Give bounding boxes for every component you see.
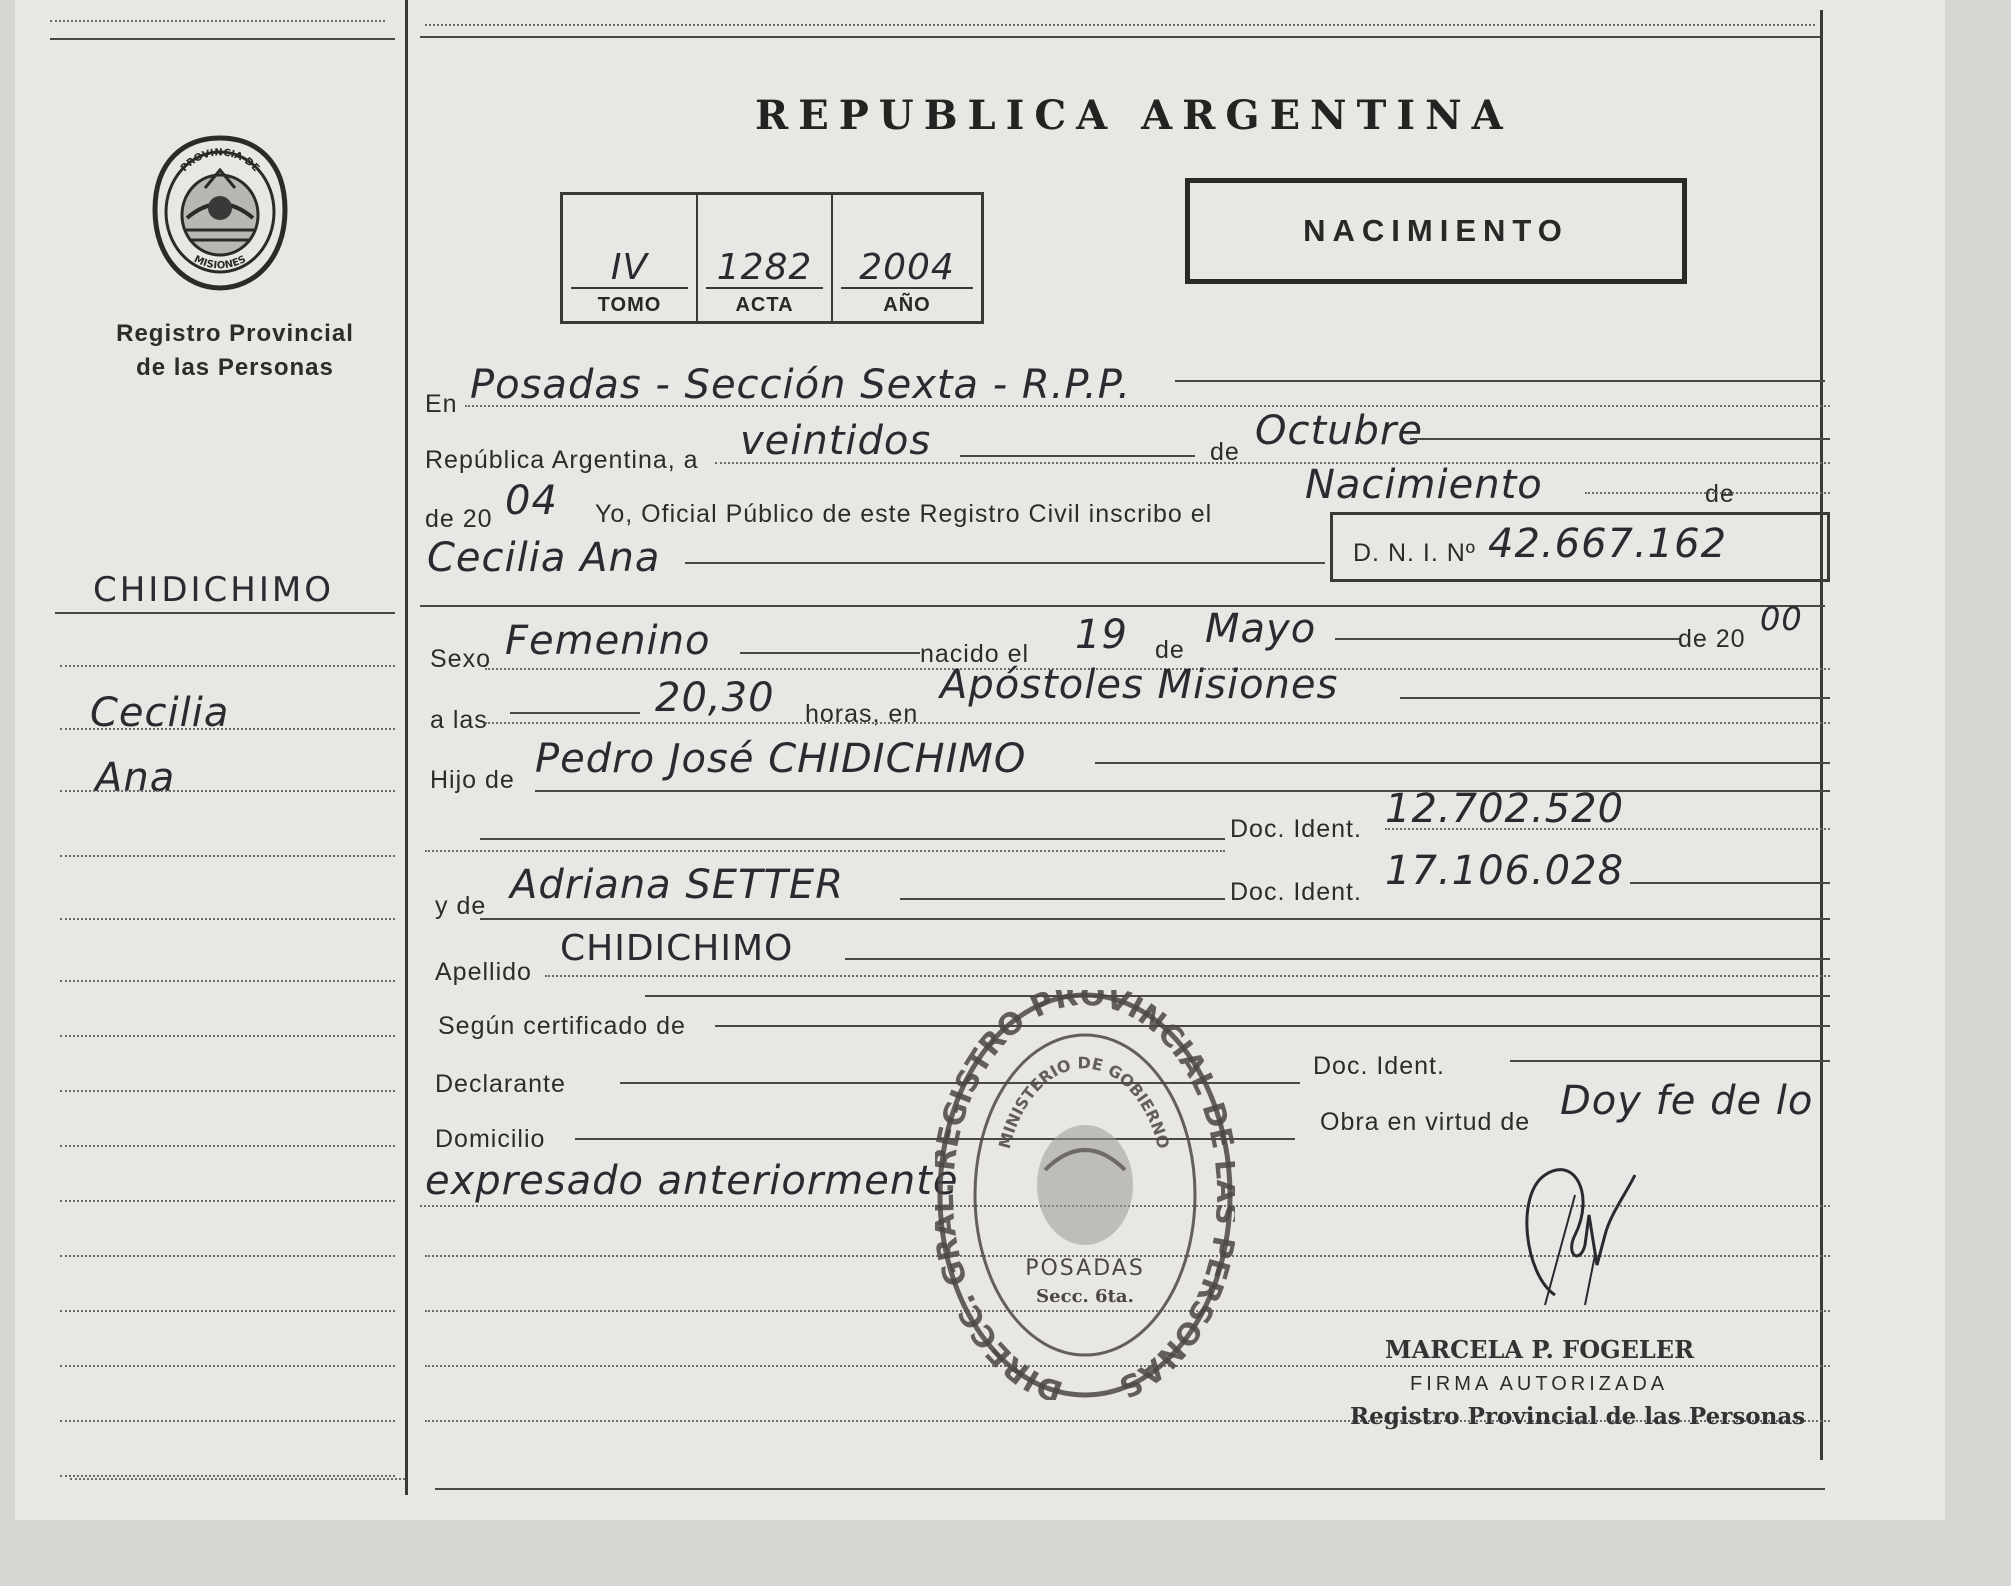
- nacido-label: nacido el: [920, 640, 1030, 668]
- form-line: [1585, 492, 1830, 494]
- acta-cell: [698, 195, 833, 321]
- father-doc: 12.702.520: [1385, 786, 1625, 832]
- registry-line-1: Registro Provincial: [116, 320, 354, 347]
- fill-rule: [480, 838, 1225, 840]
- fill-rule: [535, 790, 1830, 792]
- birth-year-prefix: de 20: [1678, 625, 1746, 653]
- sidebar-given-name-2: Ana: [95, 755, 176, 801]
- sidebar-line: [60, 1365, 395, 1367]
- birth-month: Mayo: [1205, 606, 1317, 652]
- stamp-city: POSADAS: [1025, 1256, 1145, 1281]
- top-rule-right: [420, 36, 1820, 38]
- province-seal: [145, 130, 295, 295]
- fill-rule: [1400, 697, 1830, 699]
- form-line: [425, 850, 1225, 852]
- year-suffix: 04: [505, 478, 558, 524]
- sidebar-line: [60, 665, 395, 667]
- y-de-label: y de: [435, 892, 487, 920]
- dni-box: [1330, 512, 1830, 582]
- section-rule: [420, 605, 1825, 607]
- child-name: Cecilia Ana: [427, 535, 661, 581]
- sidebar-line: [60, 1475, 395, 1477]
- sidebar-given-name-1: Cecilia: [90, 690, 230, 736]
- sidebar-line: [60, 1090, 395, 1092]
- day-value: veintidos: [740, 418, 932, 464]
- fill-rule: [510, 712, 640, 714]
- top-dotted-line-right: [425, 24, 1815, 26]
- top-dotted-line: [50, 20, 385, 22]
- acta-label: ACTA: [735, 294, 794, 316]
- fill-rule: [1095, 762, 1830, 764]
- year-prefix: de 20: [425, 505, 493, 533]
- tomo-value: IV: [610, 247, 649, 288]
- statement: Yo, Oficial Público de este Registro Civil inscribo el: [595, 500, 1213, 528]
- right-border: [1820, 10, 1823, 1460]
- fill-rule: [1175, 380, 1825, 382]
- fill-rule: [900, 898, 1225, 900]
- obra-label: Obra en virtud de: [1320, 1108, 1531, 1136]
- record-type: NACIMIENTO: [1303, 213, 1569, 248]
- registry-line-2: de las Personas: [136, 354, 334, 381]
- sidebar-rule: [55, 612, 395, 614]
- fill-rule: [740, 652, 920, 654]
- doc-ident-label-3: Doc. Ident.: [1313, 1052, 1445, 1080]
- form-line: [465, 405, 1830, 407]
- fill-rule: [1410, 438, 1830, 440]
- obra-continuation: expresado anteriormente: [425, 1158, 959, 1204]
- sidebar-line: [60, 790, 395, 792]
- sexo-value: Femenino: [505, 618, 711, 664]
- form-line: [545, 975, 1830, 977]
- sidebar-line: [60, 728, 395, 730]
- segun-label: Según certificado de: [438, 1012, 686, 1040]
- sidebar-line: [60, 1310, 395, 1312]
- month-value: Octubre: [1255, 408, 1423, 454]
- republica-label: República Argentina, a: [425, 446, 699, 474]
- fill-rule: [1510, 1060, 1830, 1062]
- birth-day: 19: [1075, 612, 1128, 658]
- signer-title: FIRMA AUTORIZADA: [1410, 1373, 1669, 1395]
- sidebar-line: [60, 1200, 395, 1202]
- acta-value: 1282: [716, 247, 813, 288]
- fill-rule: [685, 562, 1325, 564]
- signer-name: MARCELA P. FOGELER: [1385, 1335, 1695, 1364]
- de-label: de: [1210, 438, 1240, 466]
- ano-label: AÑO: [883, 294, 931, 316]
- fill-rule: [480, 918, 1830, 920]
- a-las-label: a las: [430, 706, 488, 734]
- father-name: Pedro José CHIDICHIMO: [535, 736, 1027, 782]
- bottom-line-left: [70, 1478, 405, 1480]
- certificate-paper: [15, 0, 1945, 1520]
- record-table: [560, 192, 984, 324]
- fill-rule: [845, 958, 1830, 960]
- apellido-label: Apellido: [435, 958, 532, 986]
- fill-rule: [715, 1025, 1830, 1027]
- official-stamp-icon: [935, 990, 1235, 1400]
- stamp-outer-text: DIRECC. G GISTRO PROVINCIAL D ERSONAS: [935, 990, 1235, 1400]
- fill-rule: [1630, 882, 1830, 884]
- sexo-label: Sexo: [430, 645, 491, 673]
- province-seal-icon: [145, 130, 295, 295]
- sidebar-line: [60, 980, 395, 982]
- signature-scribble-icon: [1485, 1155, 1725, 1315]
- sidebar-line: [60, 1145, 395, 1147]
- seal-text-top: PROVINCIA DE: [178, 147, 262, 175]
- sidebar-line: [60, 1255, 395, 1257]
- obra-value: Doy fe de lo: [1560, 1078, 1814, 1124]
- apellido-value: CHIDICHIMO: [560, 928, 794, 969]
- dni-value: 42.667.162: [1488, 521, 1728, 567]
- birth-place: Apóstoles Misiones: [940, 662, 1339, 708]
- form-line: [1385, 828, 1830, 830]
- birth-year-suffix: 00: [1760, 600, 1803, 638]
- fill-rule: [1335, 638, 1680, 640]
- mother-doc: 17.106.028: [1385, 848, 1625, 894]
- domicilio-label: Domicilio: [435, 1125, 546, 1153]
- tomo-cell: [563, 195, 698, 321]
- signer-office: Registro Provincial de las Personas: [1350, 1403, 1806, 1430]
- seal-text-bottom: MISIONES: [192, 253, 248, 272]
- act-type: Nacimiento: [1305, 462, 1543, 508]
- sidebar-line: [60, 1420, 395, 1422]
- dni-label: D. N. I. Nº: [1353, 539, 1476, 567]
- stamp-section: Secc. 6ta.: [1036, 1286, 1134, 1307]
- stamp-inner-text: MINISTERIO DE GOBIERNO: [994, 1053, 1174, 1151]
- hijo-label: Hijo de: [430, 766, 515, 794]
- declarante-label: Declarante: [435, 1070, 566, 1098]
- birth-time: 20,30: [655, 675, 775, 721]
- page-title: REPUBLICA ARGENTINA: [755, 92, 1513, 139]
- place-value: Posadas - Sección Sexta - R.P.P.: [470, 362, 1132, 408]
- column-divider: [405, 0, 408, 1495]
- top-rule-left: [50, 38, 395, 40]
- official-stamp: [935, 990, 1235, 1400]
- bottom-rule: [435, 1488, 1825, 1490]
- sidebar-line: [60, 918, 395, 920]
- mother-name: Adriana SETTER: [510, 862, 844, 908]
- de-label-3: de: [1155, 636, 1185, 664]
- en-label: En: [425, 390, 458, 418]
- sidebar-surname: CHIDICHIMO: [93, 570, 334, 610]
- sidebar-line: [60, 855, 395, 857]
- fill-rule: [645, 995, 1830, 997]
- form-line: [715, 462, 1830, 464]
- horas-label: horas, en: [805, 700, 919, 728]
- ano-value: 2004: [859, 247, 955, 288]
- record-type-box: [1185, 178, 1687, 284]
- form-line: [485, 722, 1830, 724]
- ano-cell: [833, 195, 981, 321]
- sidebar-line: [60, 1035, 395, 1037]
- fill-rule: [960, 455, 1195, 457]
- doc-ident-label: Doc. Ident.: [1230, 815, 1362, 843]
- doc-ident-label-2: Doc. Ident.: [1230, 878, 1362, 906]
- de-label-2: de: [1705, 480, 1735, 508]
- tomo-label: TOMO: [597, 294, 662, 316]
